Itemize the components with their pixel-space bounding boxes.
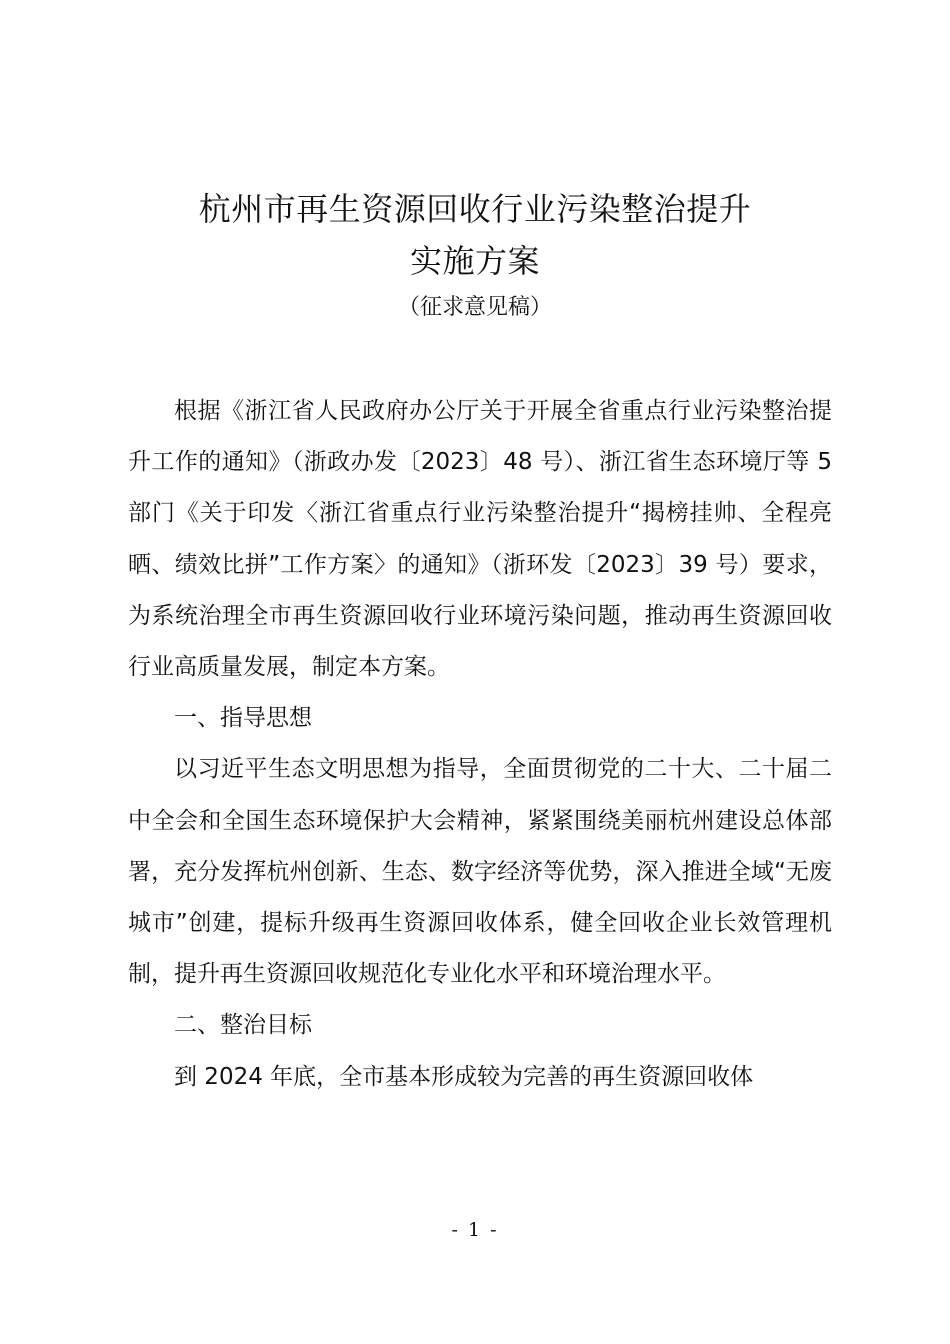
page-number: - 1 - xyxy=(451,1219,499,1241)
paragraph-guiding-ideology: 以习近平生态文明思想为指导，全面贯彻党的二十大、二十届二中全会和全国生态环境保护大会精神，紧紧围绕美丽杭州建设总体部署，充分发挥杭州创新、生态、数字经济等优势，深入推进全域“无废城市”创建，提标升级再生资源回收体系，健全回收企业长效管理机制，提升再生资源回收规范化专业化水平和环境治理水平。 xyxy=(128,756,832,988)
paragraph-basis: 根据《浙江省人民政府办公厅关于开展全省重点行业污染整治提升工作的通知》（浙政办发〔2023〕48 号）、浙江省生态环境厅等 5 部门《关于印发〈浙江省重点行业污染整治提升“揭榜挂帅、全程亮晒、绩效比拼”工作方案〉的通知》（浙环发〔2023〕39 号）要求，为系统治理全市再生资源回收行业环境污染问题，推动再生资源回收行业高质量发展，制定本方案。 xyxy=(128,398,832,681)
section-heading-guiding-ideology: 一、指导思想 xyxy=(174,705,312,732)
section-heading-goals: 二、整治目标 xyxy=(174,1012,312,1039)
document-title-line-1: 杭州市再生资源回收行业污染整治提升 xyxy=(198,190,752,228)
document-body xyxy=(128,386,832,1103)
document-title-line-2: 实施方案 xyxy=(409,242,540,280)
paragraph-goals: 到 2024 年底，全市基本形成较为完善的再生资源回收体 xyxy=(174,1063,754,1090)
document-subtitle: （征求意见稿） xyxy=(397,295,552,320)
